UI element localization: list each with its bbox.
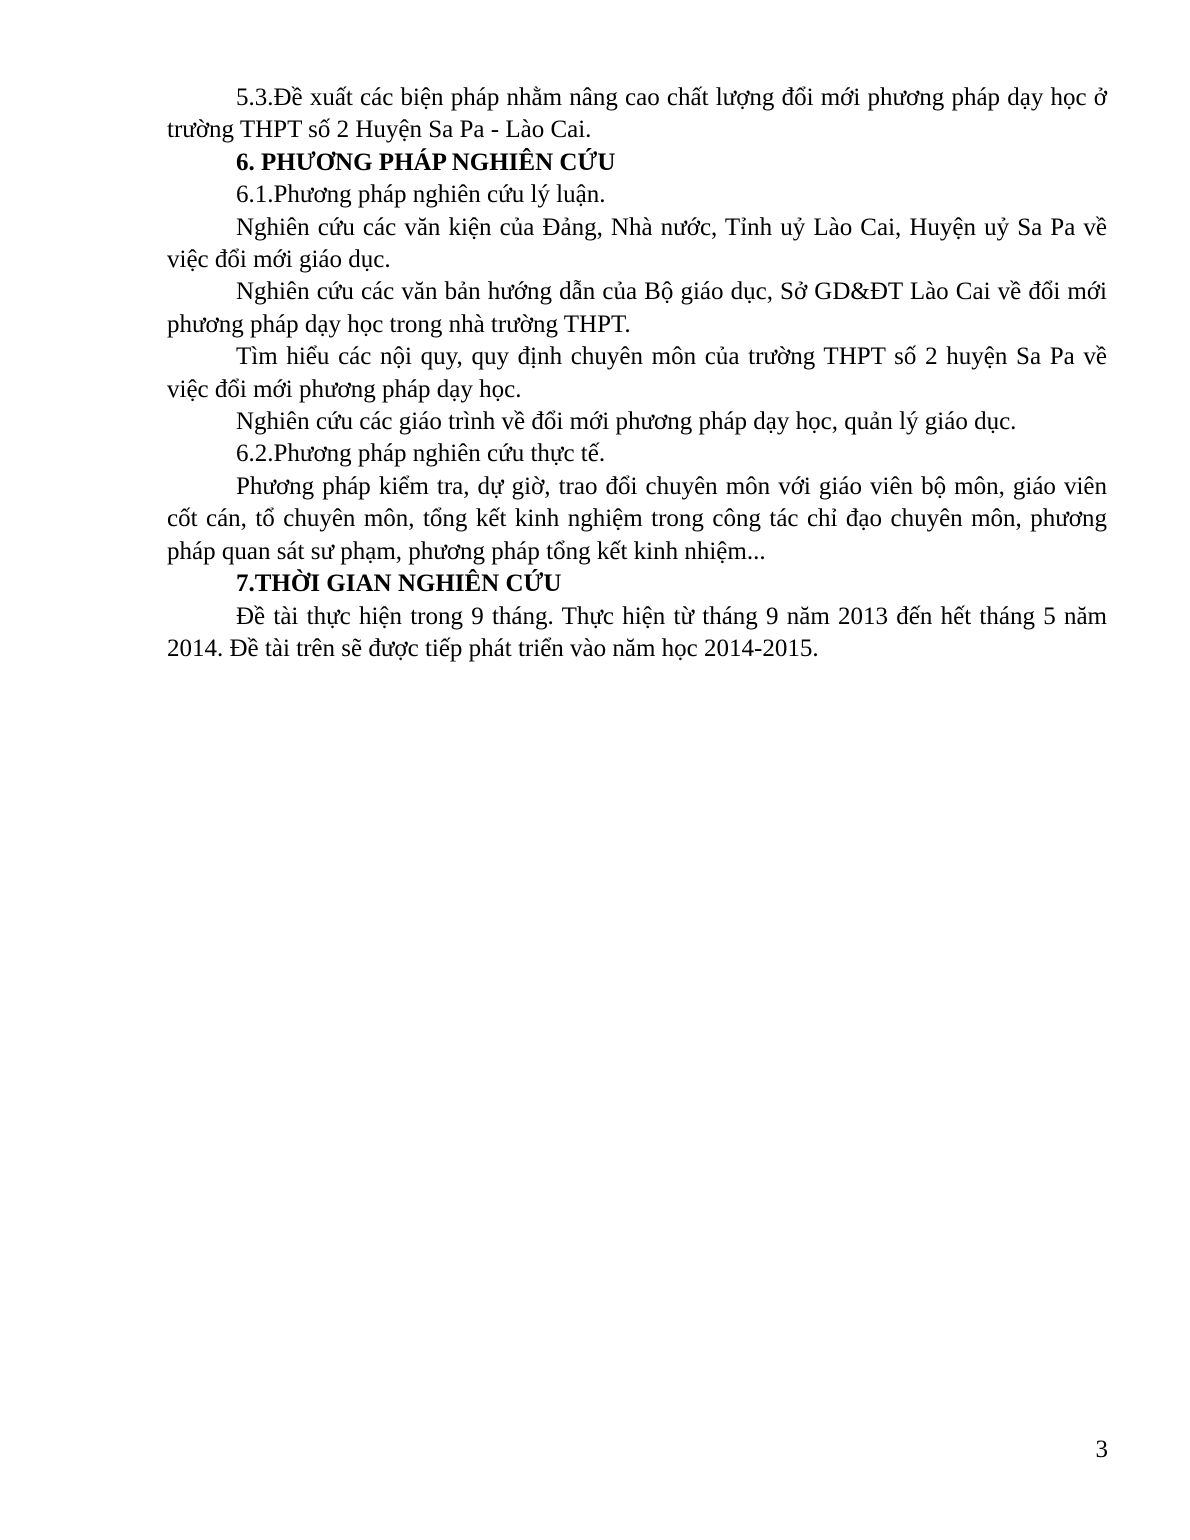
section-heading-research-time: 7.THỜI GIAN NGHIÊN CỨU xyxy=(236,570,562,598)
paragraph-practical-methods: Phương pháp kiểm tra, dự giờ, trao đổi chuyên môn với giáo viên bộ môn, giáo viên cốt cán, tổ chuyên môn, tổng kết kinh nghiệm trong công tác chỉ đạo chuyên môn, phương pháp quan sát sư phạm, phương pháp tổng kết kinh nhiệm... xyxy=(167,472,1107,565)
paragraph-ministry-guidance: Nghiên cứu các văn bản hướng dẫn của Bộ giáo dục, Sở GD&ĐT Lào Cai về đổi mới phương pháp dạy học trong nhà trường THPT. xyxy=(167,278,1107,338)
paragraph-method-6-2: 6.2.Phương pháp nghiên cứu thực tế. xyxy=(236,440,606,468)
paragraph-school-regulations: Tìm hiểu các nội quy, quy định chuyên môn của trường THPT số 2 huyện Sa Pa về việc đổi mới phương pháp dạy học. xyxy=(167,343,1107,403)
paragraph-textbooks: Nghiên cứu các giáo trình về đổi mới phương pháp dạy học, quản lý giáo dục. xyxy=(236,408,1017,436)
paragraph-party-documents: Nghiên cứu các văn kiện của Đảng, Nhà nước, Tỉnh uỷ Lào Cai, Huyện uỷ Sa Pa về việc đổi mới giáo dục. xyxy=(167,213,1107,274)
page-number: 3 xyxy=(1095,1436,1108,1463)
paragraph-method-6-1: 6.1.Phương pháp nghiên cứu lý luận. xyxy=(236,181,606,209)
document-body xyxy=(167,82,1107,665)
paragraph-objective-5-3: 5.3.Đề xuất các biện pháp nhằm nâng cao chất lượng đổi mới phương pháp dạy học ở trường THPT số 2 Huyện Sa Pa - Lào Cai. xyxy=(167,84,1107,144)
paragraph-research-duration: Đề tài thực hiện trong 9 tháng. Thực hiện từ tháng 9 năm 2013 đến hết tháng 5 năm 2014. Đề tài trên sẽ được tiếp phát triển vào năm học 2014-2015. xyxy=(167,602,1107,662)
section-heading-research-methods: 6. PHƯƠNG PHÁP NGHIÊN CỨU xyxy=(236,148,616,176)
